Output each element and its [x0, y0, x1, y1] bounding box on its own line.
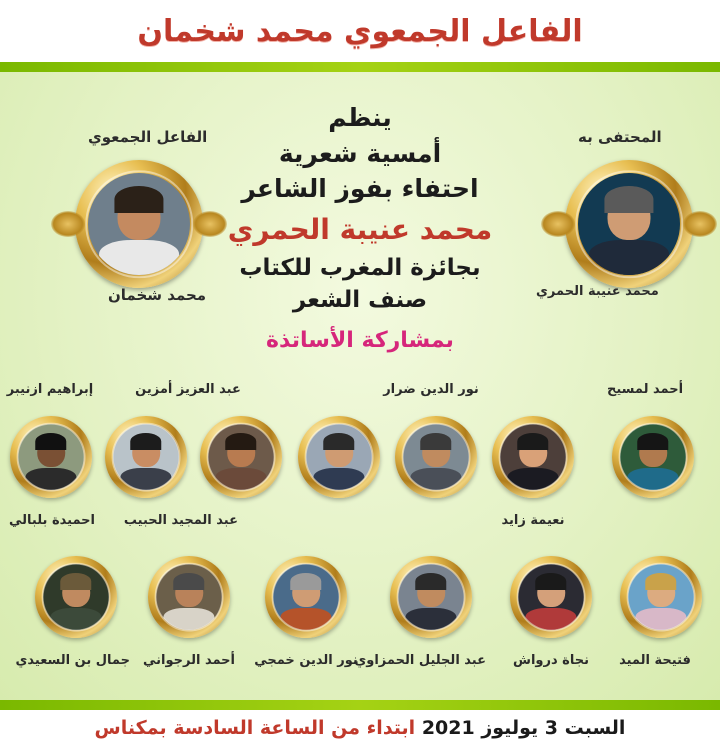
participant-caption: جمال بن السعيدي [15, 653, 130, 668]
flourish-right-icon [683, 211, 717, 237]
gold-frame [492, 416, 574, 498]
flourish-right-icon [193, 211, 227, 237]
face-illustration [208, 424, 274, 490]
face-illustration [620, 424, 686, 490]
face-illustration [88, 173, 190, 275]
face-illustration [518, 564, 584, 630]
honoree-photo [578, 173, 680, 275]
participant-caption: فتيحة الميد [619, 653, 691, 668]
face-illustration [306, 424, 372, 490]
gold-frame [148, 556, 230, 638]
participant-caption: نور الدين خمجي [254, 653, 358, 668]
participant-caption: نجاة درواش [513, 653, 589, 668]
event-type-line: أمسية شعرية [278, 138, 442, 168]
flourish-left-icon [541, 211, 575, 237]
organizer-photo [88, 173, 190, 275]
face-illustration [273, 564, 339, 630]
participant-photo [518, 564, 584, 630]
participant-portrait [390, 556, 472, 638]
participant-portrait [35, 556, 117, 638]
participant-photo [628, 564, 694, 630]
participant-portrait [395, 416, 477, 498]
participant-portrait [612, 416, 694, 498]
participants-row-1 [0, 382, 720, 528]
gold-frame [105, 416, 187, 498]
face-illustration [403, 424, 469, 490]
participation-line: بمشاركة الأساتذة [266, 328, 454, 354]
event-date: السبت 3 يوليوز 2021 [421, 716, 626, 739]
gold-frame [10, 416, 92, 498]
participant-portrait [298, 416, 380, 498]
participant-portrait [265, 556, 347, 638]
organizer-role-label: الفاعل الجمعوي [88, 128, 208, 146]
poster-footer [0, 710, 720, 745]
honoree-role-label: المحتفى به [578, 128, 662, 146]
gold-frame [265, 556, 347, 638]
poster-header [0, 0, 720, 62]
celebration-line: احتفاء بفوز الشاعر [241, 174, 479, 203]
portrait-organizer [75, 160, 203, 288]
divider-bottom [0, 700, 720, 710]
participant-photo [403, 424, 469, 490]
face-illustration [500, 424, 566, 490]
face-illustration [578, 173, 680, 275]
honoree-name-label: محمد عنيبة الحمري [536, 284, 659, 299]
prize-line: بجائزة المغرب للكتاب صنف الشعر [239, 254, 481, 314]
organizes-line: ينظم [328, 103, 392, 132]
participant-portrait [10, 416, 92, 498]
participant-photo [43, 564, 109, 630]
participant-caption: نور الدين ضرار [383, 382, 479, 397]
divider-top [0, 62, 720, 72]
footer-line [95, 717, 626, 739]
face-illustration [43, 564, 109, 630]
participant-caption: أحمد الرجواني [142, 653, 235, 668]
participant-photo [273, 564, 339, 630]
gold-frame [565, 160, 693, 288]
participant-caption: أحمد لمسيح [606, 382, 684, 397]
participant-photo [208, 424, 274, 490]
participant-caption: احميدة بلبالي [9, 513, 95, 528]
participant-caption: عبد المجيد الحبيب [123, 513, 238, 528]
participant-photo [113, 424, 179, 490]
participant-portrait [620, 556, 702, 638]
gold-frame [298, 416, 380, 498]
honoree-name: محمد عنيبة الحمري [227, 212, 493, 246]
face-illustration [156, 564, 222, 630]
participant-photo [398, 564, 464, 630]
participant-caption: نعيمة زايد [501, 513, 565, 528]
face-illustration [628, 564, 694, 630]
announcement-text [210, 100, 510, 353]
participant-photo [620, 424, 686, 490]
flourish-left-icon [51, 211, 85, 237]
gold-frame [75, 160, 203, 288]
event-time-place: ابتداء من الساعة السادسة بمكناس [94, 716, 416, 739]
participant-photo [18, 424, 84, 490]
participant-photo [156, 564, 222, 630]
organizer-name-label: محمد شخمان [108, 286, 207, 304]
face-illustration [18, 424, 84, 490]
participants-row-2 [0, 548, 720, 668]
face-illustration [398, 564, 464, 630]
gold-frame [510, 556, 592, 638]
participant-caption: إبراهيم ازنيبر [6, 382, 94, 397]
participant-caption: عبد الجليل الحمزاوي [354, 653, 486, 668]
page-title: الفاعل الجمعوي محمد شخمان [137, 13, 583, 49]
participant-portrait [492, 416, 574, 498]
participant-photo [306, 424, 372, 490]
gold-frame [200, 416, 282, 498]
face-illustration [113, 424, 179, 490]
gold-frame [390, 556, 472, 638]
participant-portrait [510, 556, 592, 638]
gold-frame [395, 416, 477, 498]
participant-portrait [105, 416, 187, 498]
gold-frame [612, 416, 694, 498]
portrait-honoree [565, 160, 693, 288]
participant-caption: عبد العزيز أمزين [135, 382, 241, 397]
participant-portrait [148, 556, 230, 638]
participant-portrait [200, 416, 282, 498]
participant-photo [500, 424, 566, 490]
gold-frame [35, 556, 117, 638]
gold-frame [620, 556, 702, 638]
